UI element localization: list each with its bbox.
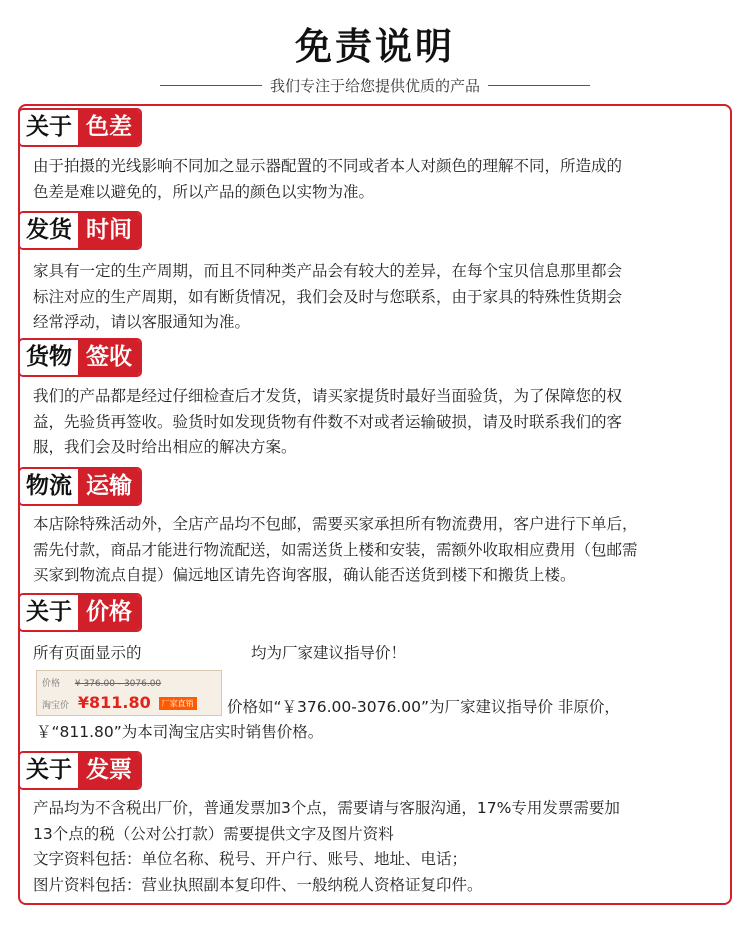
body-line: 文字资料包括：单位名称、税号、开户行、账号、地址、电话；: [33, 850, 468, 868]
section-tag: [18, 751, 142, 790]
body-line: 色差是难以避免的，所以产品的颜色以实物为准。: [33, 182, 375, 201]
section-tag: [18, 593, 142, 632]
section-body: [33, 384, 723, 461]
price-row: [42, 676, 161, 689]
tag-prefix: 物流: [20, 469, 78, 504]
tag-prefix: 关于: [20, 753, 78, 788]
body-line: 价格如“￥376.00-3076.00”为厂家建议指导价 非原价，: [227, 698, 620, 716]
tag-highlight: 时间: [78, 213, 140, 248]
tag-prefix: 关于: [20, 595, 78, 630]
taobao-price-row: [42, 693, 197, 712]
body-line: [33, 641, 723, 667]
section-body: [33, 154, 723, 205]
subtitle-row: [0, 73, 750, 97]
tag-prefix: 关于: [20, 110, 78, 145]
tag-highlight: 签收: [78, 340, 140, 375]
body-line: 益，先验货再签收。验货时如发现货物有件数不对或者运输破损，请及时联系我们的客: [33, 412, 623, 431]
divider-right: [488, 85, 590, 86]
tag-highlight: 运输: [78, 469, 140, 504]
divider-left: [160, 85, 262, 86]
section-body: [33, 259, 723, 336]
tag-highlight: 发票: [78, 753, 140, 788]
body-line: 需先付款，商品才能进行物流配送，如需送货上楼和安装，需额外收取相应费用（包邮需: [33, 540, 638, 559]
body-line: 产品均为不含税出厂价，普通发票加3个点，需要请与客服沟通，17%专用发票需要加: [33, 799, 620, 817]
body-line: 本店除特殊活动外，全店产品均不包邮，需要买家承担所有物流费用，客户进行下单后，: [33, 515, 638, 533]
body-line: ￥“811.80”为本司淘宝店实时销售价格。: [36, 723, 324, 741]
body-line: 图片资料包括：营业执照副本复印件、一般纳税人资格证复印件。: [33, 875, 483, 894]
page-subtitle: 我们专注于给您提供优质的产品: [269, 76, 480, 95]
body-line: 买家到物流点自提）偏远地区请先咨询客服，确认能否送货到楼下和搬货上楼。: [33, 566, 576, 584]
section-tag: [18, 211, 142, 250]
factory-direct-badge: 厂家直销: [159, 697, 197, 710]
price-line-left: 所有页面显示的: [33, 644, 142, 662]
price-row-value: ¥ 376.00 - 3076.00: [74, 679, 162, 689]
section-tag: [18, 108, 142, 147]
section-body: [33, 796, 723, 898]
price-row-label: 价格: [42, 679, 61, 689]
taobao-price-label: 淘宝价: [42, 701, 70, 711]
body-line: 标注对应的生产周期，如有断货情况，我们会及时与您联系，由于家具的特殊性货期会: [33, 287, 623, 306]
body-line: 经常浮动，请以客服通知为准。: [33, 313, 251, 331]
section-body: [33, 512, 723, 589]
section-tag: [18, 467, 142, 506]
price-line-right: 均为厂家建议指导价！: [251, 644, 407, 662]
tag-highlight: 价格: [78, 595, 140, 630]
body-line: 由于拍摄的光线影响不同加之显示器配置的不同或者本人对颜色的理解不同，所造成的: [33, 157, 623, 175]
page-title: 免责说明: [295, 25, 455, 68]
tag-prefix: 货物: [20, 340, 78, 375]
section-body: [33, 641, 723, 667]
body-line: 我们的产品都是经过仔细检查后才发货，请买家提货时最好当面验货，为了保障您的权: [33, 387, 623, 405]
section-tag: [18, 338, 142, 377]
price-explanation: [227, 695, 727, 721]
body-line: 13个点的税（公对公打款）需要提供文字及图片资料: [33, 824, 394, 843]
body-line: 家具有一定的生产周期，而且不同种类产品会有较大的差异，在每个宝贝信息那里都会: [33, 262, 623, 280]
tag-prefix: 发货: [20, 213, 78, 248]
taobao-price-value: ¥811.80: [77, 693, 151, 712]
tag-highlight: 色差: [78, 110, 140, 145]
price-example-image: [36, 670, 222, 716]
body-line: 服，我们会及时给出相应的解决方案。: [33, 438, 297, 456]
price-explanation-2: [36, 720, 726, 746]
